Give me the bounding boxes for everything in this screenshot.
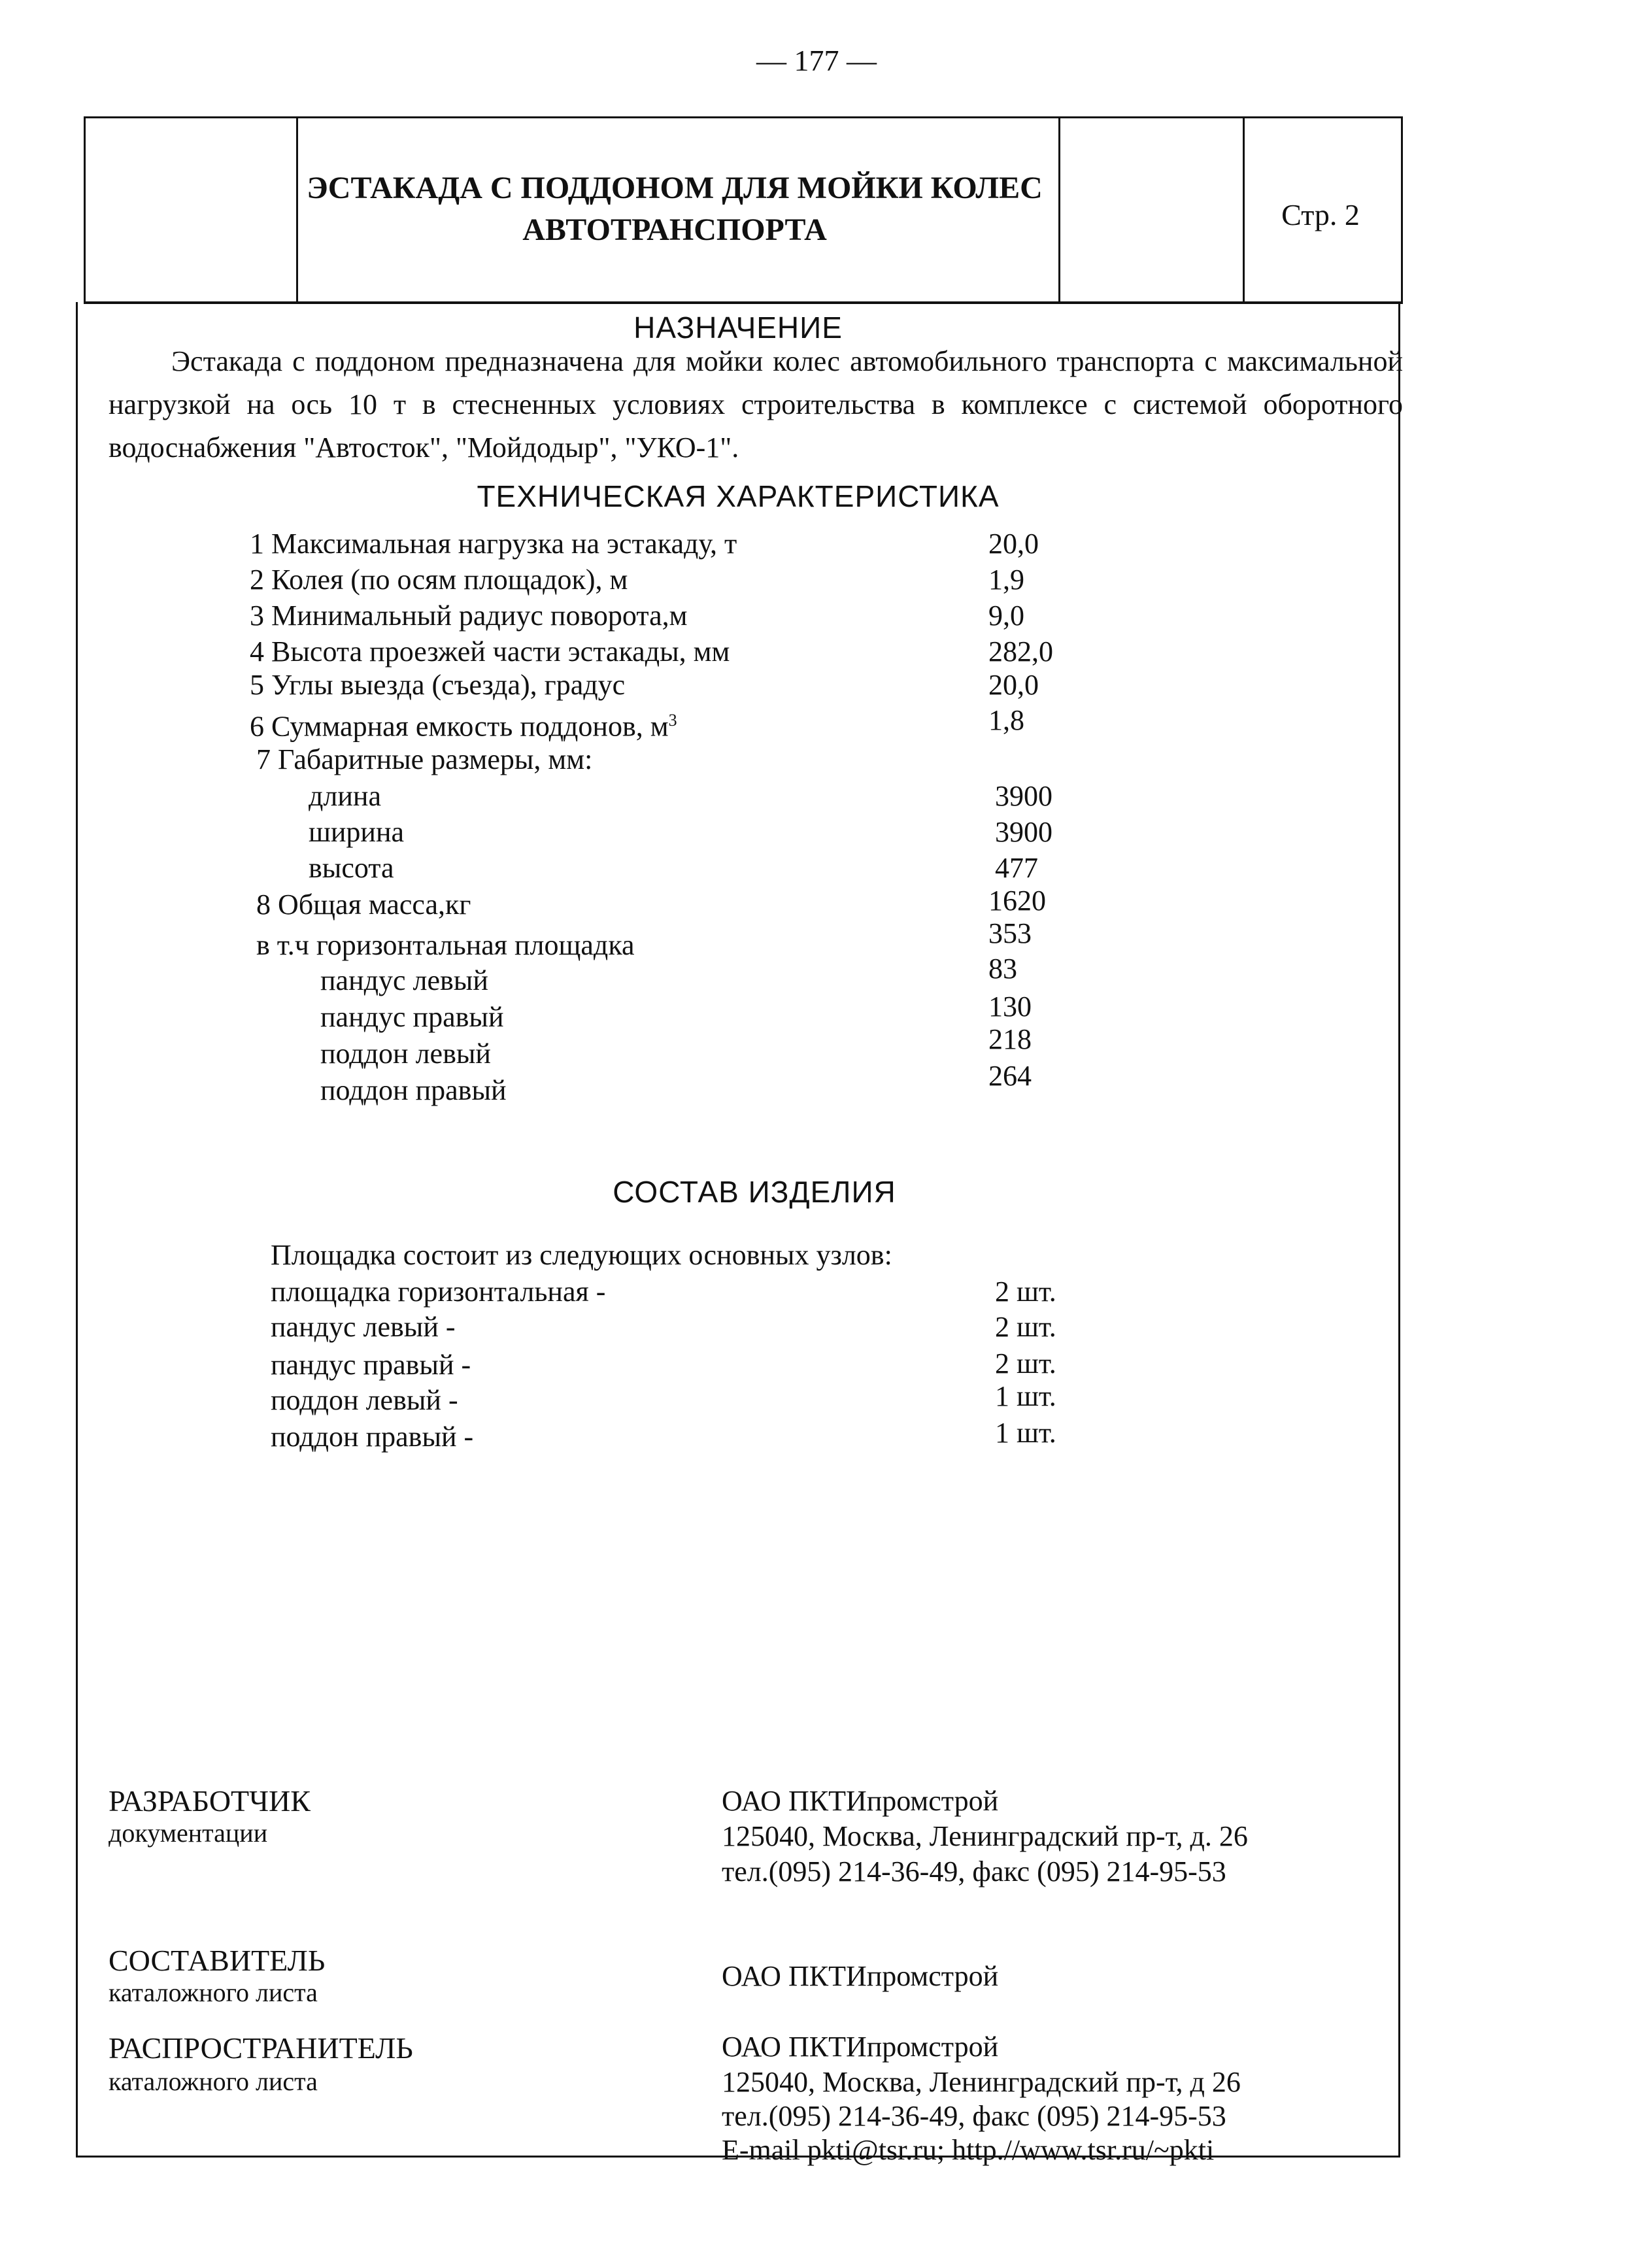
spec-label: высота [309, 852, 394, 884]
spec-value: 3900 [995, 780, 1052, 812]
composition-item-qty: 2 шт. [995, 1311, 1056, 1343]
spec-value: 1,9 [988, 564, 1024, 596]
composition-heading: СОСТАВ ИЗДЕЛИЯ [613, 1175, 896, 1209]
specs-heading: ТЕХНИЧЕСКАЯ ХАРАКТЕРИСТИКА [477, 479, 1000, 513]
purpose-heading: НАЗНАЧЕНИЕ [633, 311, 843, 345]
distributor-address: 125040, Москва, Ленинградский пр-т, д 26 [722, 2066, 1241, 2098]
distributor-role: РАСПРОСТРАНИТЕЛЬ [109, 2031, 413, 2065]
distributor-org: ОАО ПКТИпромстрой [722, 2031, 999, 2063]
composition-item-label: площадка горизонтальная - [271, 1276, 606, 1308]
developer-role-sub: документации [109, 1818, 268, 1848]
spec-value: 282,0 [988, 635, 1053, 668]
compiler-role: СОСТАВИТЕЛЬ [109, 1944, 326, 1977]
distributor-phone: тел.(095) 214-36-49, факс (095) 214-95-53 [722, 2100, 1226, 2132]
spec-value: 477 [995, 852, 1038, 884]
spec-value: 1620 [988, 885, 1046, 917]
spec-value: 1,8 [988, 704, 1024, 736]
spec-value: 9,0 [988, 600, 1024, 632]
spec-label: 5 Углы выезда (съезда), градус [250, 669, 626, 701]
composition-item-qty: 1 шт. [995, 1417, 1056, 1449]
spec-label: поддон левый [320, 1038, 491, 1070]
spec-label: поддон правый [320, 1074, 507, 1106]
spec-label: пандус правый [320, 1001, 504, 1033]
distributor-contact: E-mail pkti@tsr.ru; http.//www.tsr.ru/~pkti [722, 2134, 1215, 2166]
spec-value: 218 [988, 1023, 1032, 1055]
spec-value: 83 [988, 953, 1017, 985]
composition-item-qty: 2 шт. [995, 1347, 1056, 1379]
spec-value: 130 [988, 990, 1032, 1023]
spec-value: 20,0 [988, 528, 1039, 560]
spec-label: пандус левый [320, 964, 488, 996]
developer-phone: тел.(095) 214-36-49, факс (095) 214-95-53 [722, 1855, 1226, 1887]
composition-intro: Площадка состоит из следующих основных узлов: [271, 1239, 892, 1271]
spec-label: 7 Габаритные размеры, мм: [256, 743, 593, 775]
spec-value: 353 [988, 917, 1032, 949]
spec-value: 264 [988, 1060, 1032, 1092]
distributor-role-sub: каталожного листа [109, 2067, 318, 2096]
developer-org: ОАО ПКТИпромстрой [722, 1785, 999, 1817]
purpose-paragraph: Эстакада с поддоном предназначена для мойки колес автомобильного транспорта с максимальной нагрузкой на ось 10 т в стесненных условиях строительства в комплексе с системой оборотного водоснабжения "Автосток", "Мойдодыр", "УКО-1". [109, 345, 1403, 464]
spec-label: 4 Высота проезжей части эстакады, мм [250, 635, 730, 668]
developer-address: 125040, Москва, Ленинградский пр-т, д. 26 [722, 1820, 1248, 1852]
spec-row-volume [250, 703, 677, 744]
spec-superscript: 3 [668, 711, 677, 730]
spec-label: 6 Суммарная емкость поддонов, м [250, 710, 669, 743]
page-number: — 177 — [756, 44, 877, 77]
spec-label: 3 Минимальный радиус поворота,м [250, 600, 688, 632]
document-title: ЭСТАКАДА С ПОДДОНОМ ДЛЯ МОЙКИ КОЛЕС АВТОТРАНСПОРТА [307, 171, 1043, 247]
spec-label: 2 Колея (по осям площадок), м [250, 564, 628, 596]
composition-item-qty: 1 шт. [995, 1380, 1056, 1412]
compiler-role-sub: каталожного листа [109, 1978, 318, 2007]
spec-value: 20,0 [988, 669, 1039, 701]
composition-item-label: пандус левый - [271, 1311, 456, 1343]
header-divider [1058, 118, 1060, 301]
spec-label: 1 Максимальная нагрузка на эстакаду, т [250, 528, 737, 560]
spec-label: 8 Общая масса,кг [256, 889, 471, 921]
composition-item-qty: 2 шт. [995, 1276, 1056, 1308]
composition-item-label: пандус правый - [271, 1349, 471, 1381]
composition-item-label: поддон правый - [271, 1421, 474, 1453]
composition-item-label: поддон левый - [271, 1384, 458, 1416]
spec-label: ширина [309, 816, 405, 848]
spec-label: длина [309, 780, 381, 812]
purpose-text [109, 340, 1403, 469]
compiler-org: ОАО ПКТИпромстрой [722, 1960, 999, 1992]
spec-value: 3900 [995, 816, 1052, 848]
spec-label: в т.ч горизонтальная площадка [256, 929, 635, 961]
page-reference: Стр. 2 [1281, 198, 1360, 231]
developer-role: РАЗРАБОТЧИК [109, 1784, 311, 1818]
